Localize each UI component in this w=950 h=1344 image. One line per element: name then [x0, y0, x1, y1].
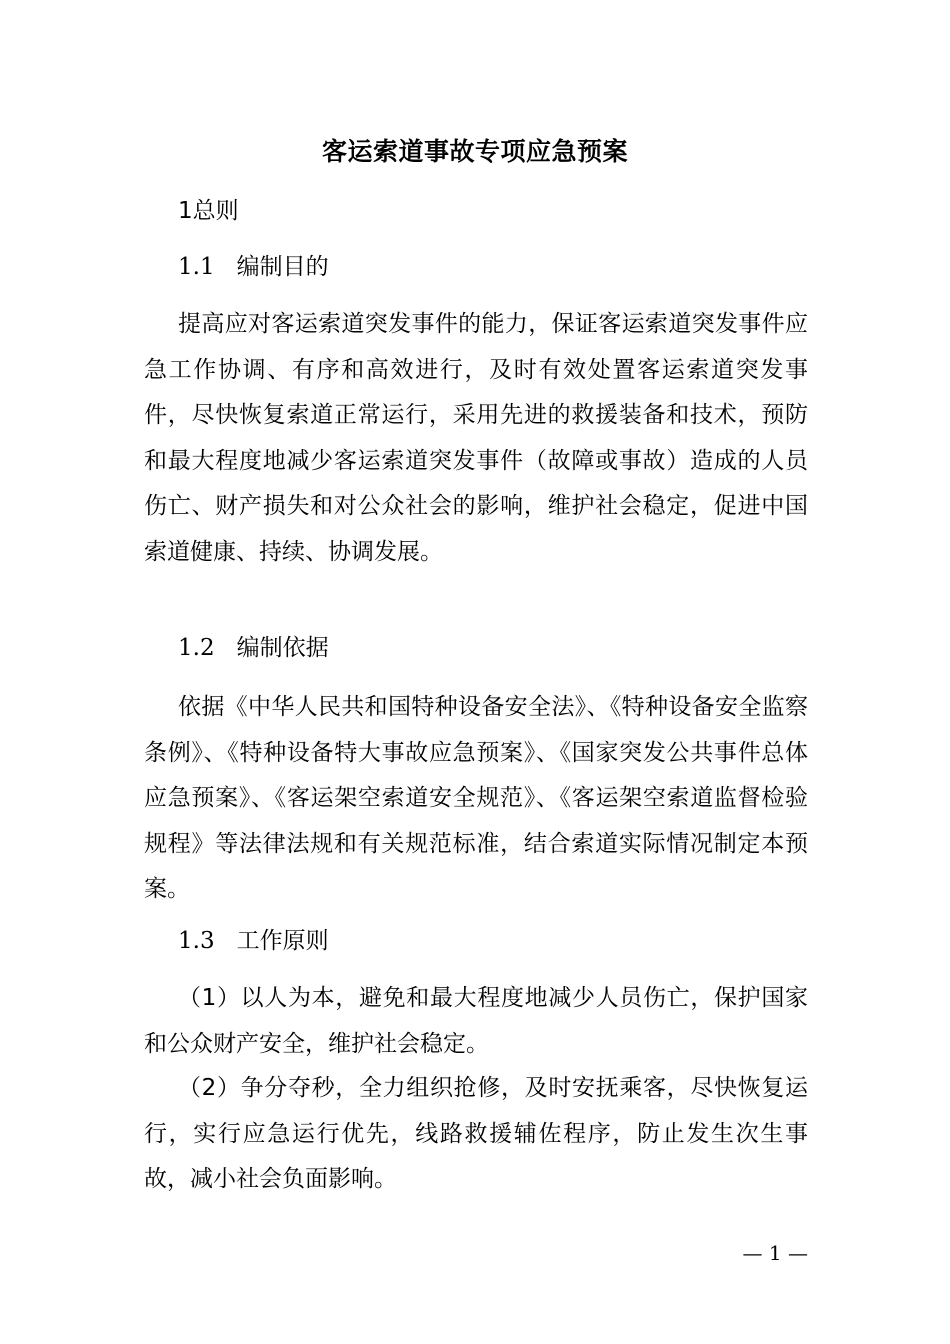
- paragraph-purpose: 提高应对客运索道突发事件的能力，保证客运索道突发事件应急工作协调、有序和高效进行，及时有效处置客运索道突发事件，尽快恢复索道正常运行，采用先进的救援装备和技术，预防和最大程度地减少客运索道突发事件（故障或事故）造成的人员伤亡、财产损失和对公众社会的影响，维护社会稳定，促进中国索道健康、持续、协调发展。: [144, 311, 808, 565]
- section-heading-principles: [178, 923, 329, 959]
- page-number: — 1 —: [742, 1241, 808, 1265]
- section-heading-general: 1总则: [178, 198, 239, 224]
- section-heading-purpose: [178, 249, 329, 285]
- section-title: 工作原则: [236, 928, 329, 954]
- paragraph-basis: 依据《中华人民共和国特种设备安全法》、《特种设备安全监察条例》、《特种设备特大事故应急预案》、《国家突发公共事件总体应急预案》、《客运架空索道安全规范》、《客运架空索道监督检验规程》等法律法规和有关规范标准，结合索道实际情况制定本预案。: [144, 694, 808, 902]
- section-number: 1.1: [178, 254, 215, 280]
- section-number: 1.3: [178, 928, 215, 954]
- section-number: 1.2: [178, 635, 215, 661]
- principle-item: （2）争分夺秒，全力组织抢修，及时安抚乘客，尽快恢复运行，实行应急运行优先，线路救援辅佐程序，防止发生次生事故，减小社会负面影响。: [144, 1075, 808, 1192]
- document-title: 客运索道事故专项应急预案: [321, 137, 628, 166]
- section-title: 编制目的: [236, 254, 329, 280]
- principle-item: （1）以人为本，避免和最大程度地减少人员伤亡，保护国家和公众财产安全，维护社会稳定。: [144, 985, 808, 1057]
- section-title: 编制依据: [236, 635, 329, 661]
- section-heading-basis: [178, 630, 329, 666]
